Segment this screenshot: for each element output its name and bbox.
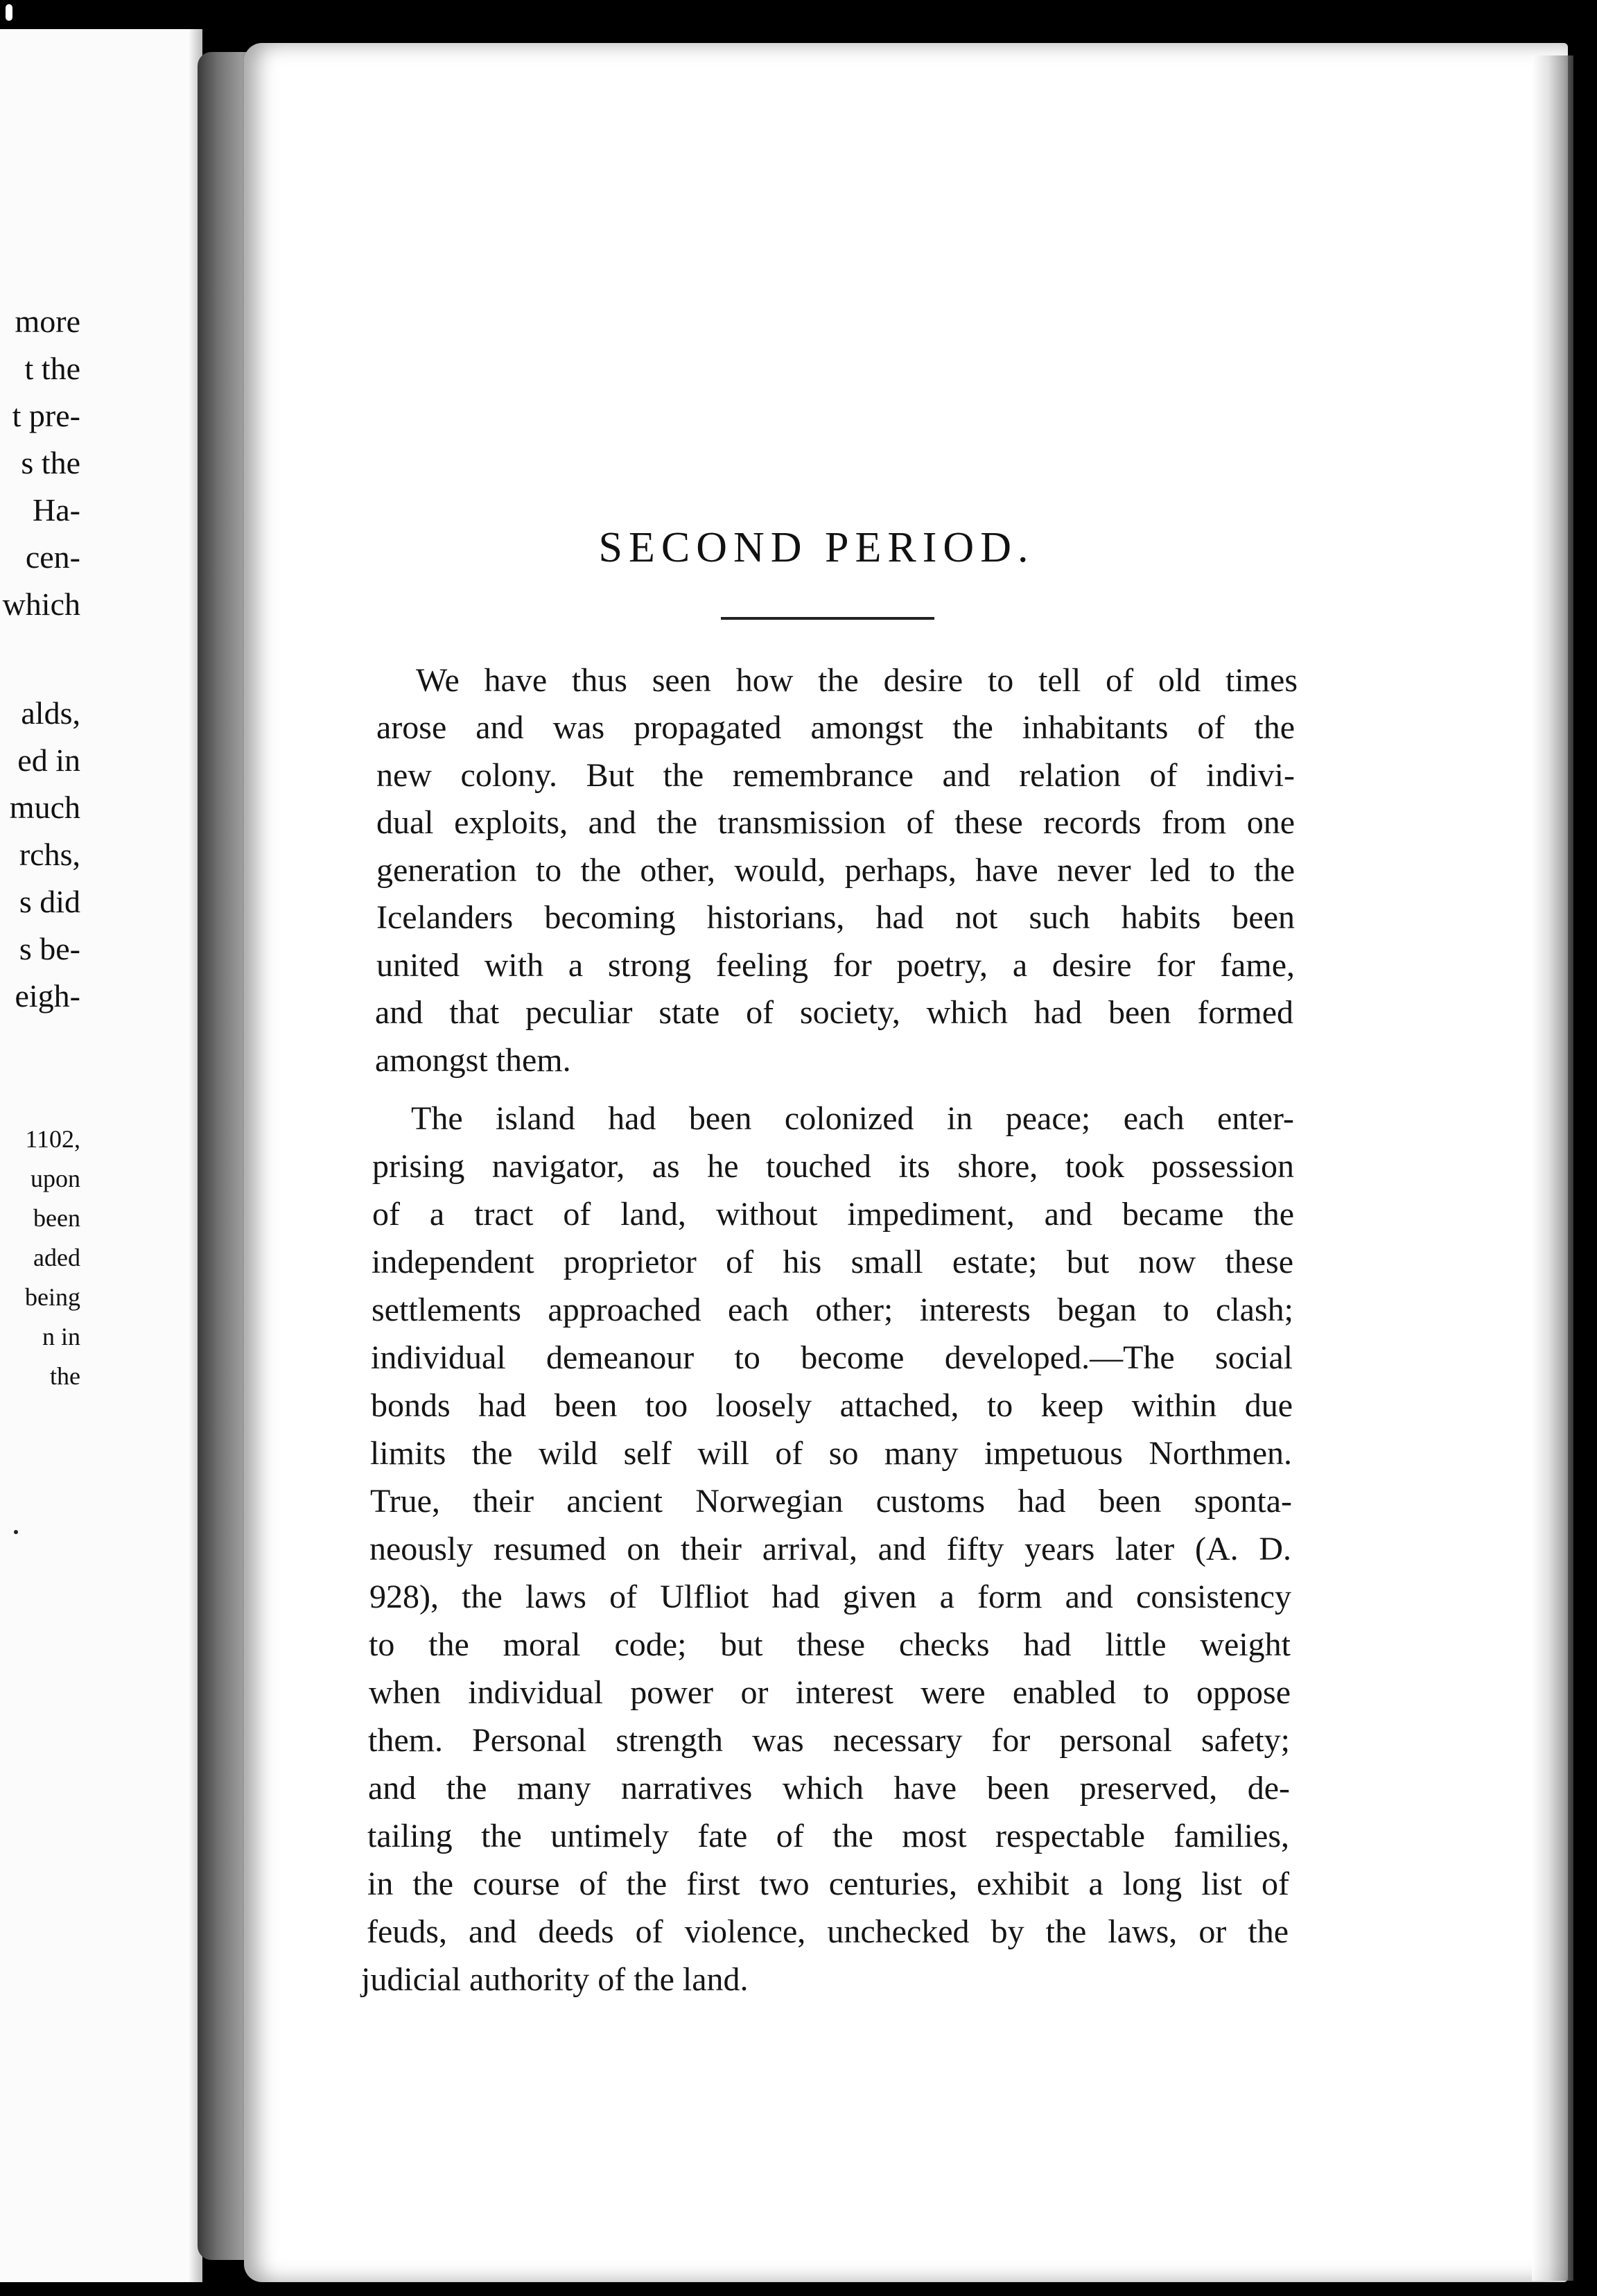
left-page-line: t pre-: [12, 398, 80, 433]
text-line: arose and was propagated amongst the inhabitants of the: [376, 709, 1295, 746]
left-page-line: n in: [42, 1323, 80, 1350]
text-line: bonds had been too loosely attached, to keep within due: [371, 1387, 1293, 1424]
left-page-line: rchs,: [19, 837, 80, 872]
text-line: feuds, and deeds of violence, unchecked by the laws, or the: [367, 1913, 1289, 1950]
text-line: judicial authority of the land.: [361, 1961, 749, 1998]
text-line: to the moral code; but these checks had little weight: [369, 1626, 1291, 1663]
text-line: limits the wild self will of so many impetuous Northmen.: [370, 1435, 1292, 1472]
left-page-line: being: [25, 1283, 80, 1311]
left-page-line: alds,: [21, 695, 80, 731]
text-line: tailing the untimely fate of the most respectable families,: [367, 1818, 1289, 1854]
left-page-line: which: [2, 586, 80, 622]
text-line: The island had been colonized in peace; each enter-: [411, 1100, 1294, 1137]
text-line: and that peculiar state of society, which had been formed: [375, 994, 1293, 1031]
scan-speck: [14, 1530, 18, 1534]
left-page-line: 1102,: [25, 1125, 80, 1153]
text-line: True, their ancient Norwegian customs had been sponta-: [370, 1483, 1292, 1520]
left-page-line: eigh-: [15, 978, 80, 1014]
section-heading: SECOND PERIOD.: [598, 524, 1035, 571]
left-page-line: s be-: [19, 931, 80, 966]
text-line: of a tract of land, without impediment, and became the: [372, 1196, 1294, 1233]
text-line: united with a strong feeling for poetry, a desire for fame,: [376, 947, 1295, 984]
text-line: dual exploits, and the transmission of these records from one: [376, 804, 1295, 841]
left-page-line: s did: [19, 884, 80, 919]
text-line: neously resumed on their arrival, and fifty years later (A. D.: [369, 1531, 1291, 1567]
text-line: Icelanders becoming historians, had not such habits been: [376, 899, 1295, 936]
text-line: prising navigator, as he touched its shore, took possession: [372, 1148, 1294, 1185]
text-line: We have thus seen how the desire to tell of old times: [416, 662, 1298, 699]
left-page-line: much: [9, 790, 80, 825]
text-line: new colony. But the remembrance and relation of indivi-: [376, 757, 1295, 794]
left-page-line: been: [33, 1204, 80, 1232]
text-line: 928), the laws of Ulfliot had given a form and consistency: [369, 1578, 1291, 1615]
text-line: settlements approached each other; interests began to clash;: [372, 1292, 1293, 1328]
left-page-line: the: [50, 1362, 80, 1390]
left-page-line: ed in: [17, 742, 80, 778]
left-page-line: Ha-: [33, 492, 80, 528]
text-line: generation to the other, would, perhaps, have never led to the: [376, 852, 1295, 889]
left-page-line: aded: [33, 1244, 80, 1271]
left-page-line: s the: [21, 445, 80, 480]
text-line: and the many narratives which have been preserved, de-: [368, 1770, 1290, 1807]
left-page-line: t the: [24, 351, 80, 386]
text-line: in the course of the first two centuries, exhibit a long list of: [367, 1866, 1289, 1902]
left-page-line: more: [15, 304, 80, 339]
scan-speck: [6, 4, 12, 21]
text-line: amongst them.: [375, 1042, 571, 1079]
text-line: when individual power or interest were enabled to oppose: [369, 1674, 1291, 1711]
left-page-line: cen-: [25, 539, 80, 575]
left-page-line: upon: [30, 1165, 80, 1192]
text-line: independent proprietor of his small estate; but now these: [372, 1244, 1293, 1280]
text-line: them. Personal strength was necessary for personal safety;: [368, 1722, 1290, 1759]
text-line: individual demeanour to become developed.—The social: [371, 1339, 1293, 1376]
